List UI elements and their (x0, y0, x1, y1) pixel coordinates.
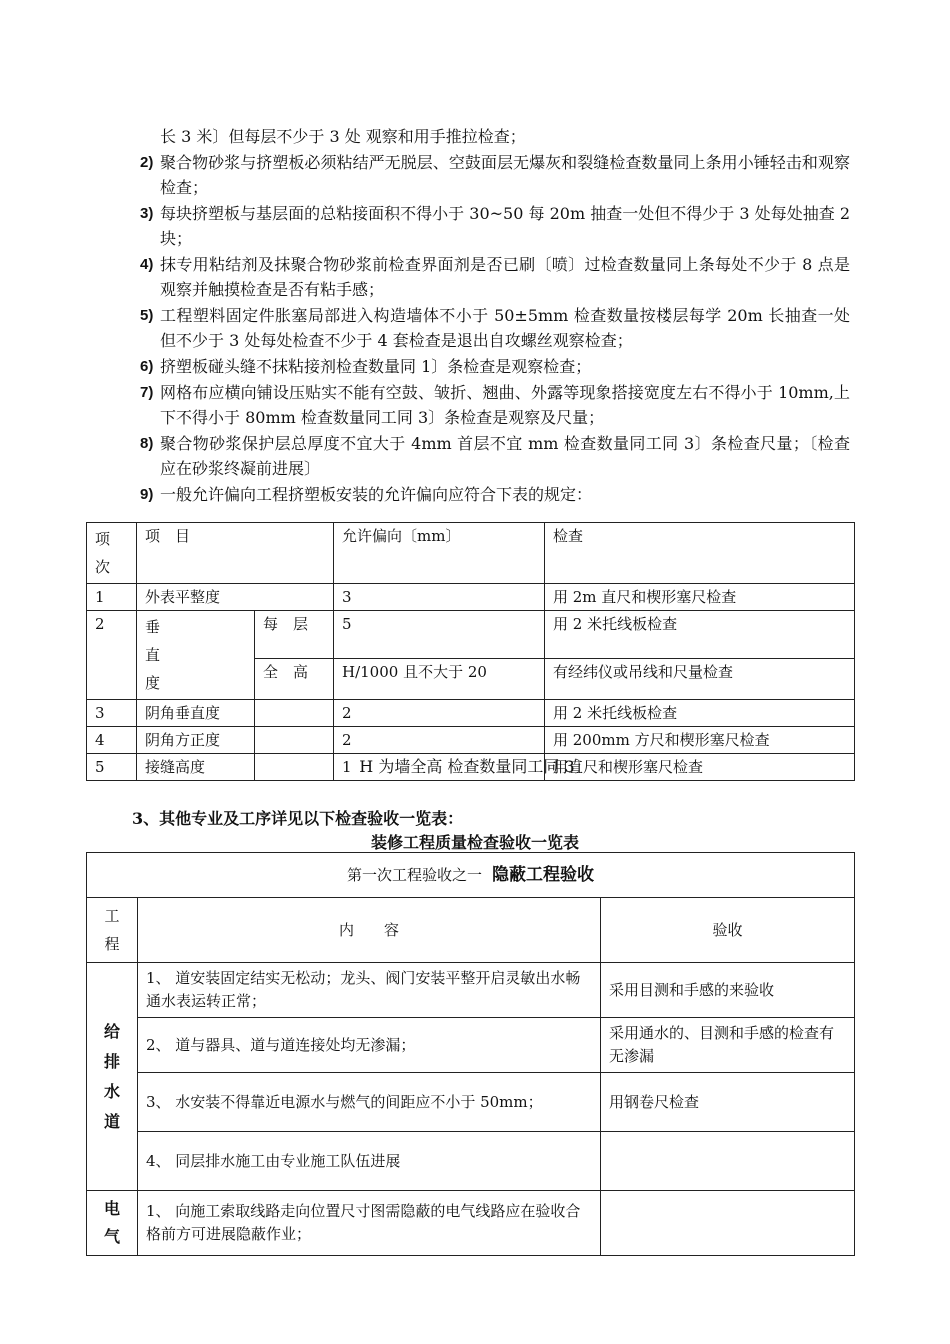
table-row: 4 阴角方正度 2 用 200mm 方尺和楔形塞尺检查 (87, 727, 855, 754)
table-row: 给排水道 1、 道安装固定结实无松动；龙头、阀门安装平整开启灵敏出水畅通水表运转正常； 采用目测和手感的来验收 (87, 963, 855, 1018)
inspection-list (140, 124, 850, 508)
list-item: 3) 每块挤塑板与基层面的总粘接面积不得小于 30~50 每 20m 抽查一处但不得少于 3 处每处抽查 2 块； (140, 204, 850, 248)
header-cell: 检查 (545, 523, 855, 584)
header-cell: 允许偏向〔mm〕 (334, 523, 545, 584)
table-row: 3、 水安装不得靠近电源水与燃气的间距应不小于 50mm； 用钢卷尺检查 (87, 1073, 855, 1132)
table-header-row (87, 523, 855, 584)
acceptance-table (86, 852, 855, 1256)
header-cell: 项次 (87, 523, 137, 584)
table-row: 全 高 H/1000 且不大于 20 有经纬仪或吊线和尺量检查 (87, 659, 855, 700)
list-item: 9) 一般允许偏向工程挤塑板安装的允许偏向应符合下表的规定： (140, 485, 593, 504)
list-item: 5) 工程塑料固定件胀塞局部进入构造墙体不小于 50±5mm 检查数量按楼层每学 20m 长抽查一处但不少于 3 处每处检查不少于 4 套检查是退出自攻螺丝观察检查； (140, 306, 850, 350)
list-item: 2) 聚合物砂浆与挤塑板必须粘结严无脱层、空鼓面层无爆灰和裂缝检查数量同上条用小锤轻击和观察检查； (140, 153, 850, 197)
table-row: 5 接缝高度 1 用直尺和楔形塞尺检查 (87, 754, 855, 781)
list-item-continuation: 长 3 米〕但每层不少于 3 处 观察和用手推拉检查； (160, 127, 526, 146)
table-title: 装修工程质量检查验收一览表 (370, 833, 579, 852)
table-row: 电气 1、 向施工索取线路走向位置尺寸图需隐蔽的电气线路应在验收合格前方可进展隐蔽作业； (87, 1191, 855, 1256)
header-cell: 项 目 (137, 523, 334, 584)
list-item: 7) 网格布应横向铺设压贴实不能有空鼓、皱折、翘曲、外露等现象搭接宽度左右不得小于 10mm,上下不得小于 80mm 检查数量同工同 3〕条检查是观察及尺量； (140, 383, 850, 427)
table-header-row: 工程 内 容 验收 (87, 898, 855, 963)
tolerance-table (86, 522, 855, 781)
table-row: 2、 道与器具、道与道连接处均无渗漏； 采用通水的、目测和手感的检查有无渗漏 (87, 1018, 855, 1073)
list-item: 8) 聚合物砂浆保护层总厚度不宜大于 4mm 首层不宜 mm 检查数量同工同 3〕条检查尺量；〔检查应在砂浆终凝前进展〕 (140, 434, 850, 478)
list-item: 4) 抹专用粘结剂及抹聚合物砂浆前检查界面剂是否已刷〔喷〕过检查数量同上条每处不少于 8 点是观察并触摸检查是否有粘手感； (140, 255, 850, 299)
table-row: 3 阴角垂直度 2 用 2 米托线板检查 (87, 700, 855, 727)
list-item: 6) 挤塑板碰头缝不抹粘接剂检查数量同 1〕条检查是观察检查； (140, 357, 592, 376)
table-banner-row: 第一次工程验收之一 隐蔽工程验收 (87, 853, 855, 898)
table-row: 4、 同层排水施工由专业施工队伍进展 (87, 1132, 855, 1191)
section-heading: 3、其他专业及工序详见以下检查验收一览表： (132, 809, 464, 828)
table-note: H 为墙全高 检查数量同工同 3〕 (359, 757, 591, 776)
table-row: 1 外表平整度 3 用 2m 直尺和楔形塞尺检查 (87, 584, 855, 611)
table-row: 2 垂直度 每 层 5 用 2 米托线板检查 (87, 611, 855, 659)
